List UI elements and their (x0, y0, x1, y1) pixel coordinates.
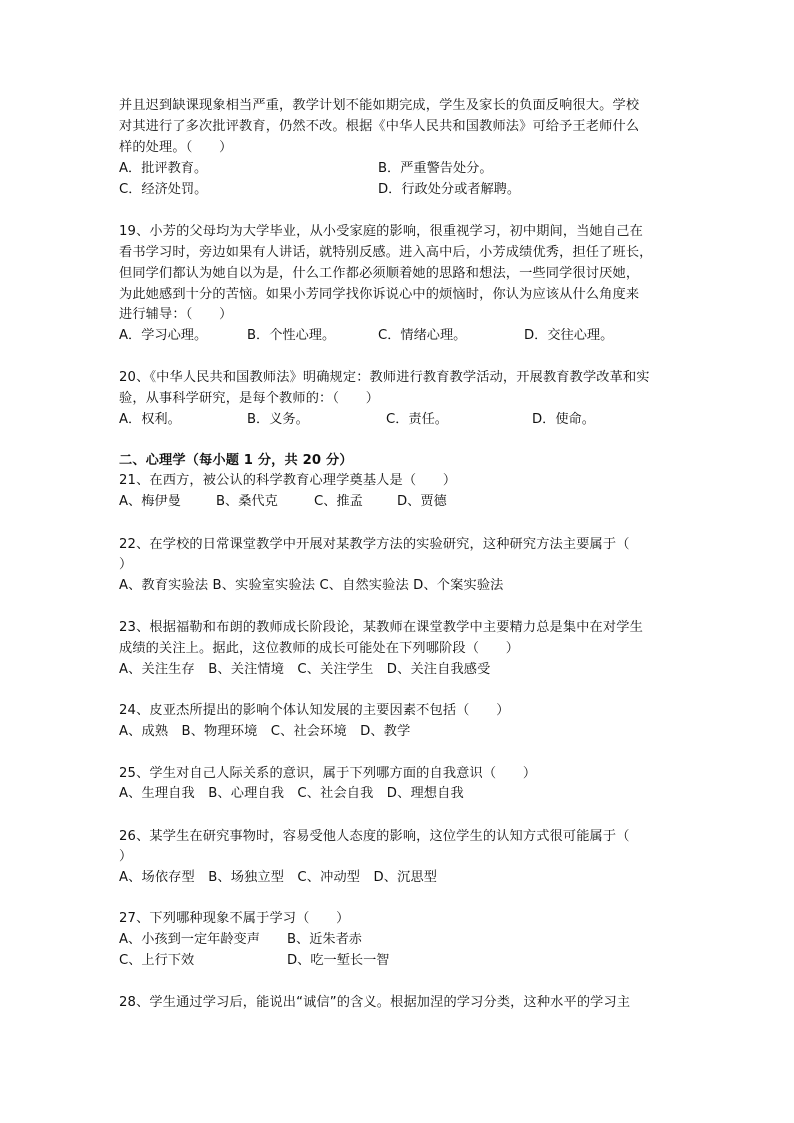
q20-option-c: C．责任。 (386, 412, 448, 427)
q19-option-b: B．个性心理。 (247, 328, 336, 343)
q18-option-a: A．批评教育。 (119, 161, 208, 176)
q27-line-1: 27、下列哪种现象不属于学习（ ） (119, 911, 350, 926)
q21-option-c: C、推孟 (314, 494, 363, 509)
q18-option-c: C．经济处罚。 (119, 182, 208, 197)
q18-line-2: 对其进行了多次批评教育，仍然不改。根据《中华人民共和国教师法》可给予王老师什么 (119, 119, 640, 134)
q19-line-4: 为此她感到十分的苦恼。如果小芳同学找你诉说心中的烦恼时，你认为应该从什么角度来 (119, 287, 640, 302)
q18-option-b: B．严重警告处分。 (378, 161, 493, 176)
q27-option-a: A、小孩到一定年龄变声 (119, 932, 260, 947)
q22-line-2: ） (119, 557, 133, 572)
q18-line-1: 并且迟到缺课现象相当严重，教学计划不能如期完成，学生及家长的负面反响很大。学校 (119, 98, 640, 113)
q19-line-3: 但同学们都认为她自以为是，什么工作都必须顺着她的思路和想法，一些同学很讨厌她， (119, 266, 640, 281)
section-2-heading: 二、心理学（每小题 1 分，共 20 分） (119, 453, 353, 468)
q20-option-d: D．使命。 (532, 412, 595, 427)
q19-line-5: 进行辅导：（ ） (119, 307, 233, 322)
q19-line-2: 看书学习时，旁边如果有人讲话，就特别反感。进入高中后，小芳成绩优秀，担任了班长， (119, 245, 653, 260)
q20-option-b: B．义务。 (247, 412, 309, 427)
q26-line-2: ） (119, 849, 133, 864)
q27-option-c: C、上行下效 (119, 953, 195, 968)
q19-option-d: D．交往心理。 (524, 328, 614, 343)
q28-line-1: 28、学生通过学习后，能说出“诚信”的含义。根据加涅的学习分类，这种水平的学习主 (119, 995, 631, 1010)
q21-option-b: B、桑代克 (216, 494, 278, 509)
q23-line-1: 23、根据福勒和布朗的教师成长阶段论，某教师在课堂教学中主要精力总是集中在对学生 (119, 620, 643, 635)
q20-line-2: 验，从事科学研究，是每个教师的：（ ） (119, 391, 380, 406)
q25-line-1: 25、学生对自己人际关系的意识，属于下列哪方面的自我意识（ ） (119, 766, 537, 781)
q24-line-1: 24、皮亚杰所提出的影响个体认知发展的主要因素不包括（ ） (119, 703, 510, 718)
q27-option-d: D、吃一堑长一智 (287, 953, 390, 968)
q20-option-a: A．权利。 (119, 412, 181, 427)
q22-options: A、教育实验法 B、实验室实验法 C、自然实验法 D、个案实验法 (119, 578, 504, 593)
q26-line-1: 26、某学生在研究事物时，容易受他人态度的影响，这位学生的认知方式很可能属于（ (119, 829, 630, 844)
q23-line-2: 成绩的关注上。据此，这位教师的成长可能处在下列哪阶段（ ） (119, 641, 520, 656)
q21-line-1: 21、在西方，被公认的科学教育心理学奠基人是（ ） (119, 473, 457, 488)
q21-option-a: A、梅伊曼 (119, 494, 181, 509)
q19-option-a: A．学习心理。 (119, 328, 208, 343)
q19-line-1: 19、小芳的父母均为大学毕业，从小受家庭的影响，很重视学习，初中期间，当她自己在 (119, 224, 643, 239)
q18-option-d: D．行政处分或者解聘。 (378, 182, 521, 197)
q27-option-b: B、近朱者赤 (287, 932, 362, 947)
q22-line-1: 22、在学校的日常课堂教学中开展对某教学方法的实验研究，这种研究方法主要属于（ (119, 537, 630, 552)
q21-option-d: D、贾德 (397, 494, 447, 509)
q24-options: A、成熟 B、物理环境 C、社会环境 D、教学 (119, 724, 411, 739)
q19-option-c: C．情绪心理。 (378, 328, 467, 343)
q23-options: A、关注生存 B、关注情境 C、关注学生 D、关注自我感受 (119, 662, 491, 677)
q26-options: A、场依存型 B、场独立型 C、冲动型 D、沉思型 (119, 870, 438, 885)
q25-options: A、生理自我 B、心理自我 C、社会自我 D、理想自我 (119, 786, 464, 801)
q18-line-3: 样的处理。（ ） (119, 140, 233, 155)
q20-line-1: 20、《中华人民共和国教师法》明确规定：教师进行教育教学活动，开展教育教学改革和实 (119, 370, 650, 385)
